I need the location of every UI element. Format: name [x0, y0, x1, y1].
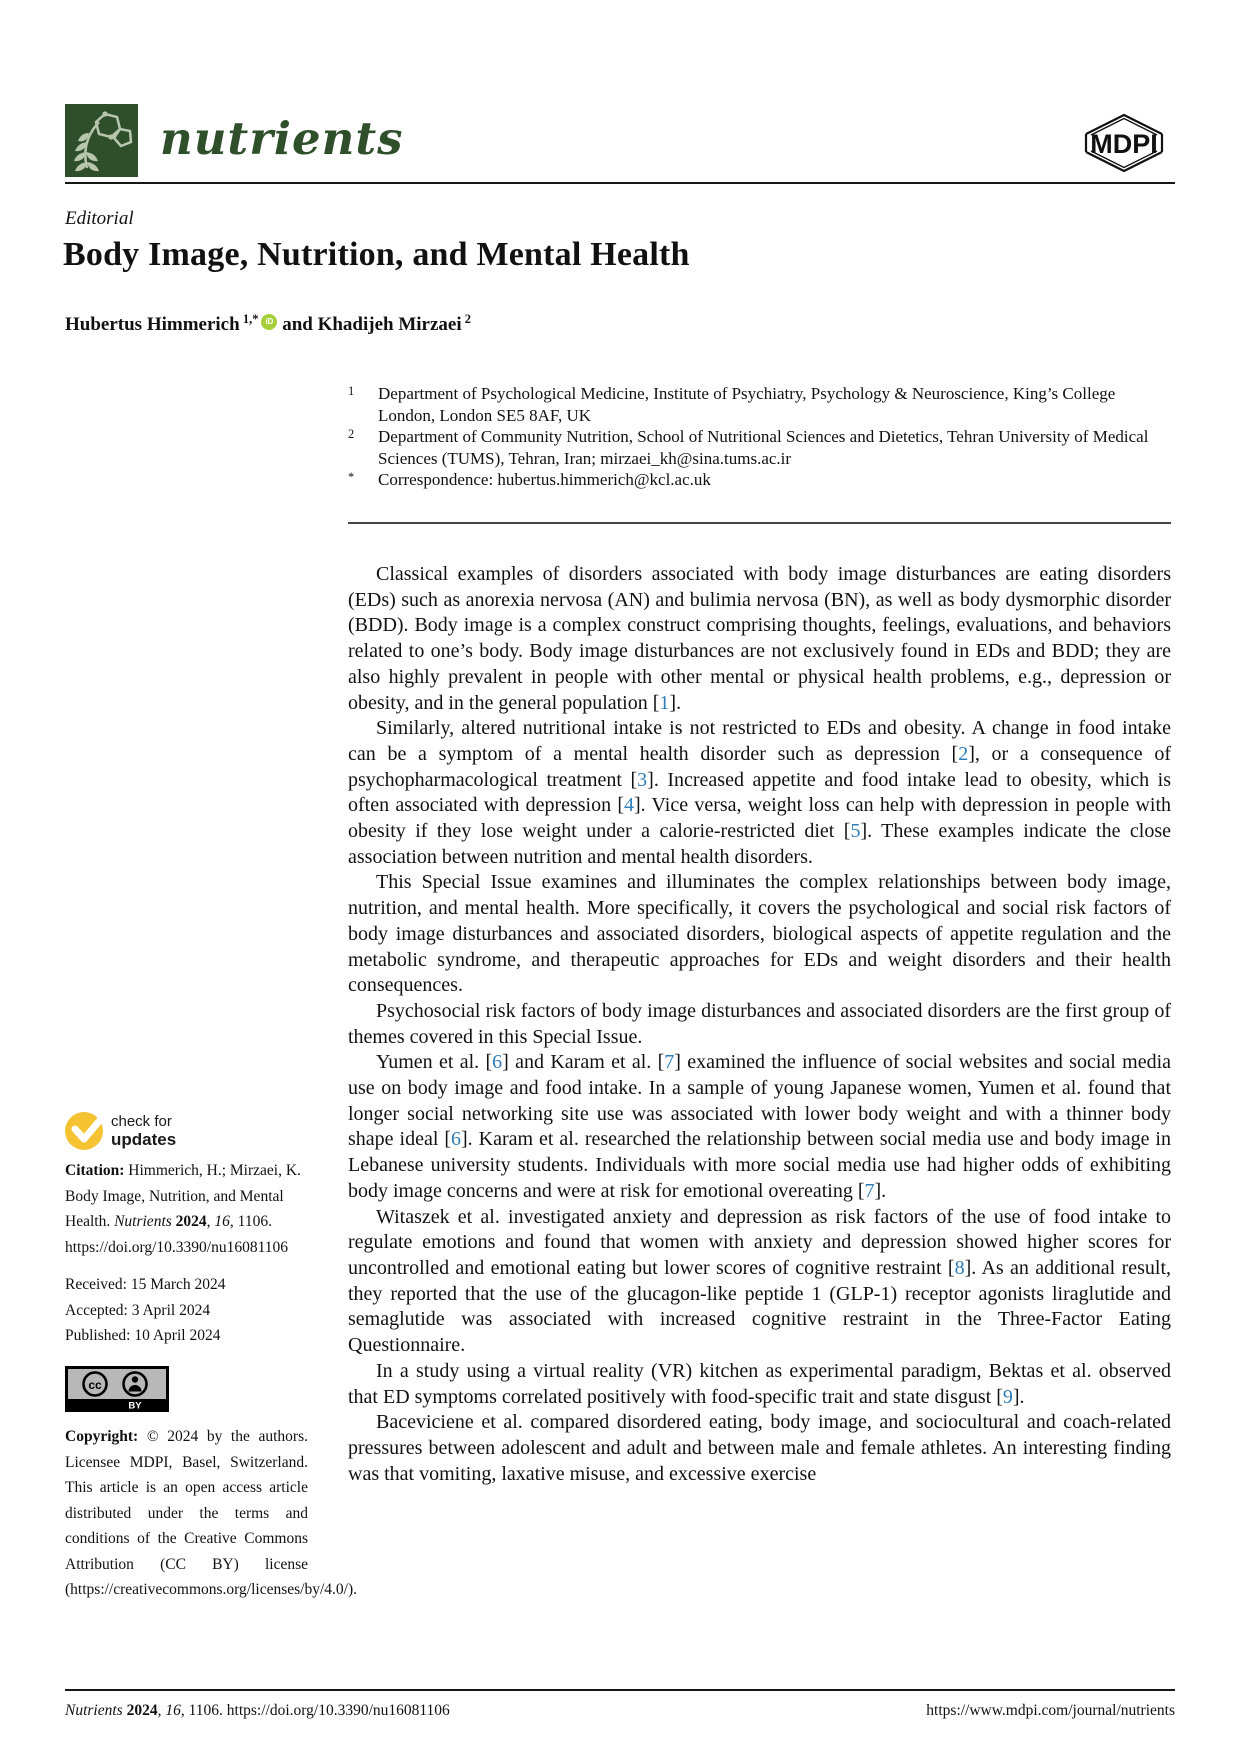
- journal-name: nutrients: [160, 112, 404, 165]
- text-segment: Classical examples of disorders associated with body image disturbances are eating disorders (EDs) such as anorexia nervosa (AN) and bulimia nervosa (BN), as well as body dysmorphic disorder (BDD). Body image is a complex construct comprising thoughts, feelings, evaluations, and behaviors related to one’s body. Body image disturbances are not exclusively found in EDs and BDD; they are also highly prevalent in people with other mental or physical health problems, e.g., depression or obesity, and in the general population [: [348, 563, 1171, 714]
- text-segment: Baceviciene et al. compared disordered eating, body image, and sociocultural and coach-related pressures between adolescent and adult and between male and female athletes. An interesting finding was that vomiting, laxative misuse, and excessive exercise: [348, 1411, 1171, 1485]
- text-segment: ).: [347, 1581, 358, 1598]
- affiliation-marker: *: [348, 470, 355, 484]
- link[interactable]: https://doi.org/10.3390/nu16081106: [65, 1238, 289, 1256]
- text-segment: ]. Karam et al. researched the relationship between social media use and body image in Lebanese university students. Individuals with more social media use had higher odds of exhibiting body image concerns and were at risk for emotional overeating [: [348, 1128, 1171, 1202]
- license-label: BY: [128, 1400, 142, 1412]
- reference-link[interactable]: 4: [624, 794, 635, 817]
- affiliation-item: [348, 383, 1172, 426]
- text-segment: and: [277, 314, 318, 335]
- date-line: Published: 10 April 2024: [65, 1327, 221, 1344]
- reference-link[interactable]: 7: [864, 1179, 875, 1202]
- text-segment: Psychosocial risk factors of body image disturbances and associated disorders are the first group of themes covered in this Special Issue.: [348, 999, 1171, 1048]
- text-segment: ].: [669, 691, 682, 714]
- text-segment: 16: [165, 1702, 181, 1719]
- paragraph: [348, 870, 1171, 999]
- checkmark-icon: [71, 1116, 105, 1146]
- journal-homepage-link[interactable]: https://www.mdpi.com/journal/nutrients: [926, 1702, 1175, 1719]
- text-segment: Witaszek et al. investigated anxiety and depression as risk factors of the use of food intake to regulate emotions and found that women with anxiety and depression showed higher scores for uncontrolled and emotional eating but lower scores of cognitive restraint [: [348, 1205, 1171, 1279]
- abstract-divider: [348, 522, 1171, 524]
- text-segment: In a study using a virtual reality (VR) kitchen as experimental paradigm, Bektas et al. observed that ED symptoms correlated positively with food-specific trait and state disgust [: [348, 1359, 1171, 1408]
- orcid-icon[interactable]: iD: [261, 314, 277, 330]
- reference-link[interactable]: 7: [664, 1051, 675, 1074]
- affiliation-item: [348, 426, 1172, 469]
- article-body: [348, 562, 1171, 1487]
- dates-block: [65, 1272, 308, 1349]
- affiliation-text: Correspondence: hubertus.himmerich@kcl.ac.uk: [378, 470, 711, 489]
- text-segment: Similarly, altered nutritional intake is not restricted to EDs and obesity. A change in food intake can be a symptom of a mental health disorder such as depression [: [348, 717, 1171, 765]
- paragraph: [348, 1359, 1171, 1410]
- publisher-name: MDPI: [1090, 129, 1158, 159]
- page-title: Body Image, Nutrition, and Mental Health: [63, 236, 690, 273]
- footer-divider: [65, 1689, 1175, 1691]
- reference-link[interactable]: 2: [958, 742, 969, 765]
- affiliation-text: Department of Community Nutrition, School of Nutritional Sciences and Dietetics, Tehran University of Medical Sciences (TUMS), Tehran, Iran; mirzaei_kh@sina.tums.ac.ir: [378, 427, 1149, 468]
- text-segment: Copyright:: [65, 1428, 147, 1445]
- date-line: Accepted: 3 April 2024: [65, 1301, 211, 1319]
- footer-left: [65, 1702, 450, 1720]
- affiliation-text: Department of Psychological Medicine, Institute of Psychiatry, Psychology & Neuroscience, King’s College London, London SE5 8AF, UK: [378, 384, 1116, 425]
- text-segment: Yumen et al. [: [376, 1051, 493, 1074]
- authors-line: [65, 312, 471, 336]
- svg-text:cc: cc: [88, 1378, 102, 1392]
- text-segment: , 1106.: [229, 1213, 272, 1230]
- check-for-updates-button[interactable]: [65, 1112, 215, 1154]
- mdpi-logo: [1074, 108, 1174, 178]
- updates-label-line2: updates: [111, 1130, 177, 1149]
- text-segment: © 2024 by the authors. Licensee MDPI, Basel, Switzerland. This article is an open access article distributed under the terms and conditions of the Creative Commons Attribution (CC BY) license (: [65, 1428, 308, 1598]
- text-segment: ]. As an additional result, they reported that the use of the glucagon-like peptide 1 (GLP-1) receptor agonists liraglutide and semaglutide was associated with increased cognitive restraint in the Three-Factor Eating Questionnaire.: [348, 1256, 1171, 1357]
- link[interactable]: https://doi.org/10.3390/nu16081106: [226, 1702, 450, 1719]
- paragraph: [348, 1410, 1171, 1487]
- paragraph: [348, 562, 1171, 716]
- text-segment: Nutrients: [65, 1702, 127, 1719]
- affiliation-item: [348, 469, 1172, 491]
- nutrients-logo-icon: [65, 104, 138, 177]
- check-for-updates-label: [111, 1113, 176, 1149]
- citation-block: [65, 1158, 308, 1260]
- citation-text: [65, 1158, 308, 1260]
- reference-link[interactable]: 6: [492, 1051, 503, 1074]
- text-segment: , 1106.: [180, 1702, 227, 1719]
- author-affiliation-marker: 1,*: [239, 312, 259, 326]
- article-type-label: Editorial: [65, 208, 134, 229]
- author-name: Khadijeh Mirzaei: [317, 314, 462, 335]
- reference-link[interactable]: 6: [451, 1128, 462, 1151]
- text-segment: 2024: [126, 1702, 158, 1719]
- author-affiliation-marker: 2: [461, 312, 472, 326]
- reference-link[interactable]: 9: [1002, 1385, 1013, 1408]
- text-segment: 16: [214, 1213, 230, 1230]
- text-segment: ].: [1012, 1385, 1025, 1408]
- text-segment: 2024: [175, 1213, 207, 1230]
- paragraph: [348, 1050, 1171, 1204]
- date-line: Received: 15 March 2024: [65, 1276, 226, 1293]
- text-segment: ]. These examples indicate the close association between nutrition and mental health disorders.: [348, 820, 1171, 868]
- copyright-block: [65, 1424, 358, 1603]
- text-segment: Nutrients: [114, 1213, 176, 1230]
- reference-link[interactable]: 3: [637, 768, 648, 791]
- text-segment: ]. Increased appetite and food intake lead to obesity, which is often associated with depression [: [348, 768, 1171, 817]
- text-segment: ], or a consequence of psychopharmacological treatment [: [348, 742, 1171, 791]
- cc-by-license-badge[interactable]: [65, 1366, 169, 1412]
- paragraph: [348, 716, 1171, 870]
- text-segment: ,: [206, 1213, 215, 1230]
- affiliation-marker: 2: [348, 427, 355, 441]
- copyright-text: [65, 1424, 358, 1603]
- header-divider: [65, 182, 1175, 184]
- reference-link[interactable]: 5: [850, 820, 861, 843]
- paragraph: [348, 999, 1171, 1050]
- updates-label-line1: check for: [111, 1113, 172, 1130]
- paragraph: [348, 1205, 1171, 1359]
- text-segment: ].: [874, 1179, 887, 1202]
- author-name: Hubertus Himmerich: [65, 314, 240, 335]
- text-segment: ] examined the influence of social websites and social media use on body image and food intake. In a sample of young Japanese women, Yumen et al. found that longer social networking site use was associated with lower body weight and with a thinner body shape ideal [: [348, 1051, 1172, 1151]
- text-segment: ]. Vice versa, weight loss can help with depression in people with obesity if they lose weight under a calorie-restricted diet [: [348, 794, 1171, 843]
- text-segment: ] and Karam et al. [: [502, 1051, 665, 1074]
- text-segment: Himmerich, H.; Mirzaei, K. Body Image, Nutrition, and Mental Health.: [65, 1162, 301, 1230]
- link[interactable]: https://creativecommons.org/licenses/by/4.0/: [70, 1581, 348, 1598]
- reference-link[interactable]: 1: [659, 691, 670, 714]
- affiliations: [348, 383, 1172, 491]
- text-segment: This Special Issue examines and illuminates the complex relationships between body image, nutrition, and mental health. More specifically, it covers the psychological and social risk factors of body image disturbances and associated disorders, biological aspects of appetite regulation and the metabolic syndrome, and therapeutic approaches for EDs and weight disorders and their health consequences.: [348, 871, 1171, 997]
- affiliation-marker: 1: [348, 384, 355, 398]
- text-segment: Citation:: [65, 1162, 129, 1179]
- text-segment: ,: [157, 1702, 166, 1719]
- reference-link[interactable]: 8: [954, 1256, 965, 1279]
